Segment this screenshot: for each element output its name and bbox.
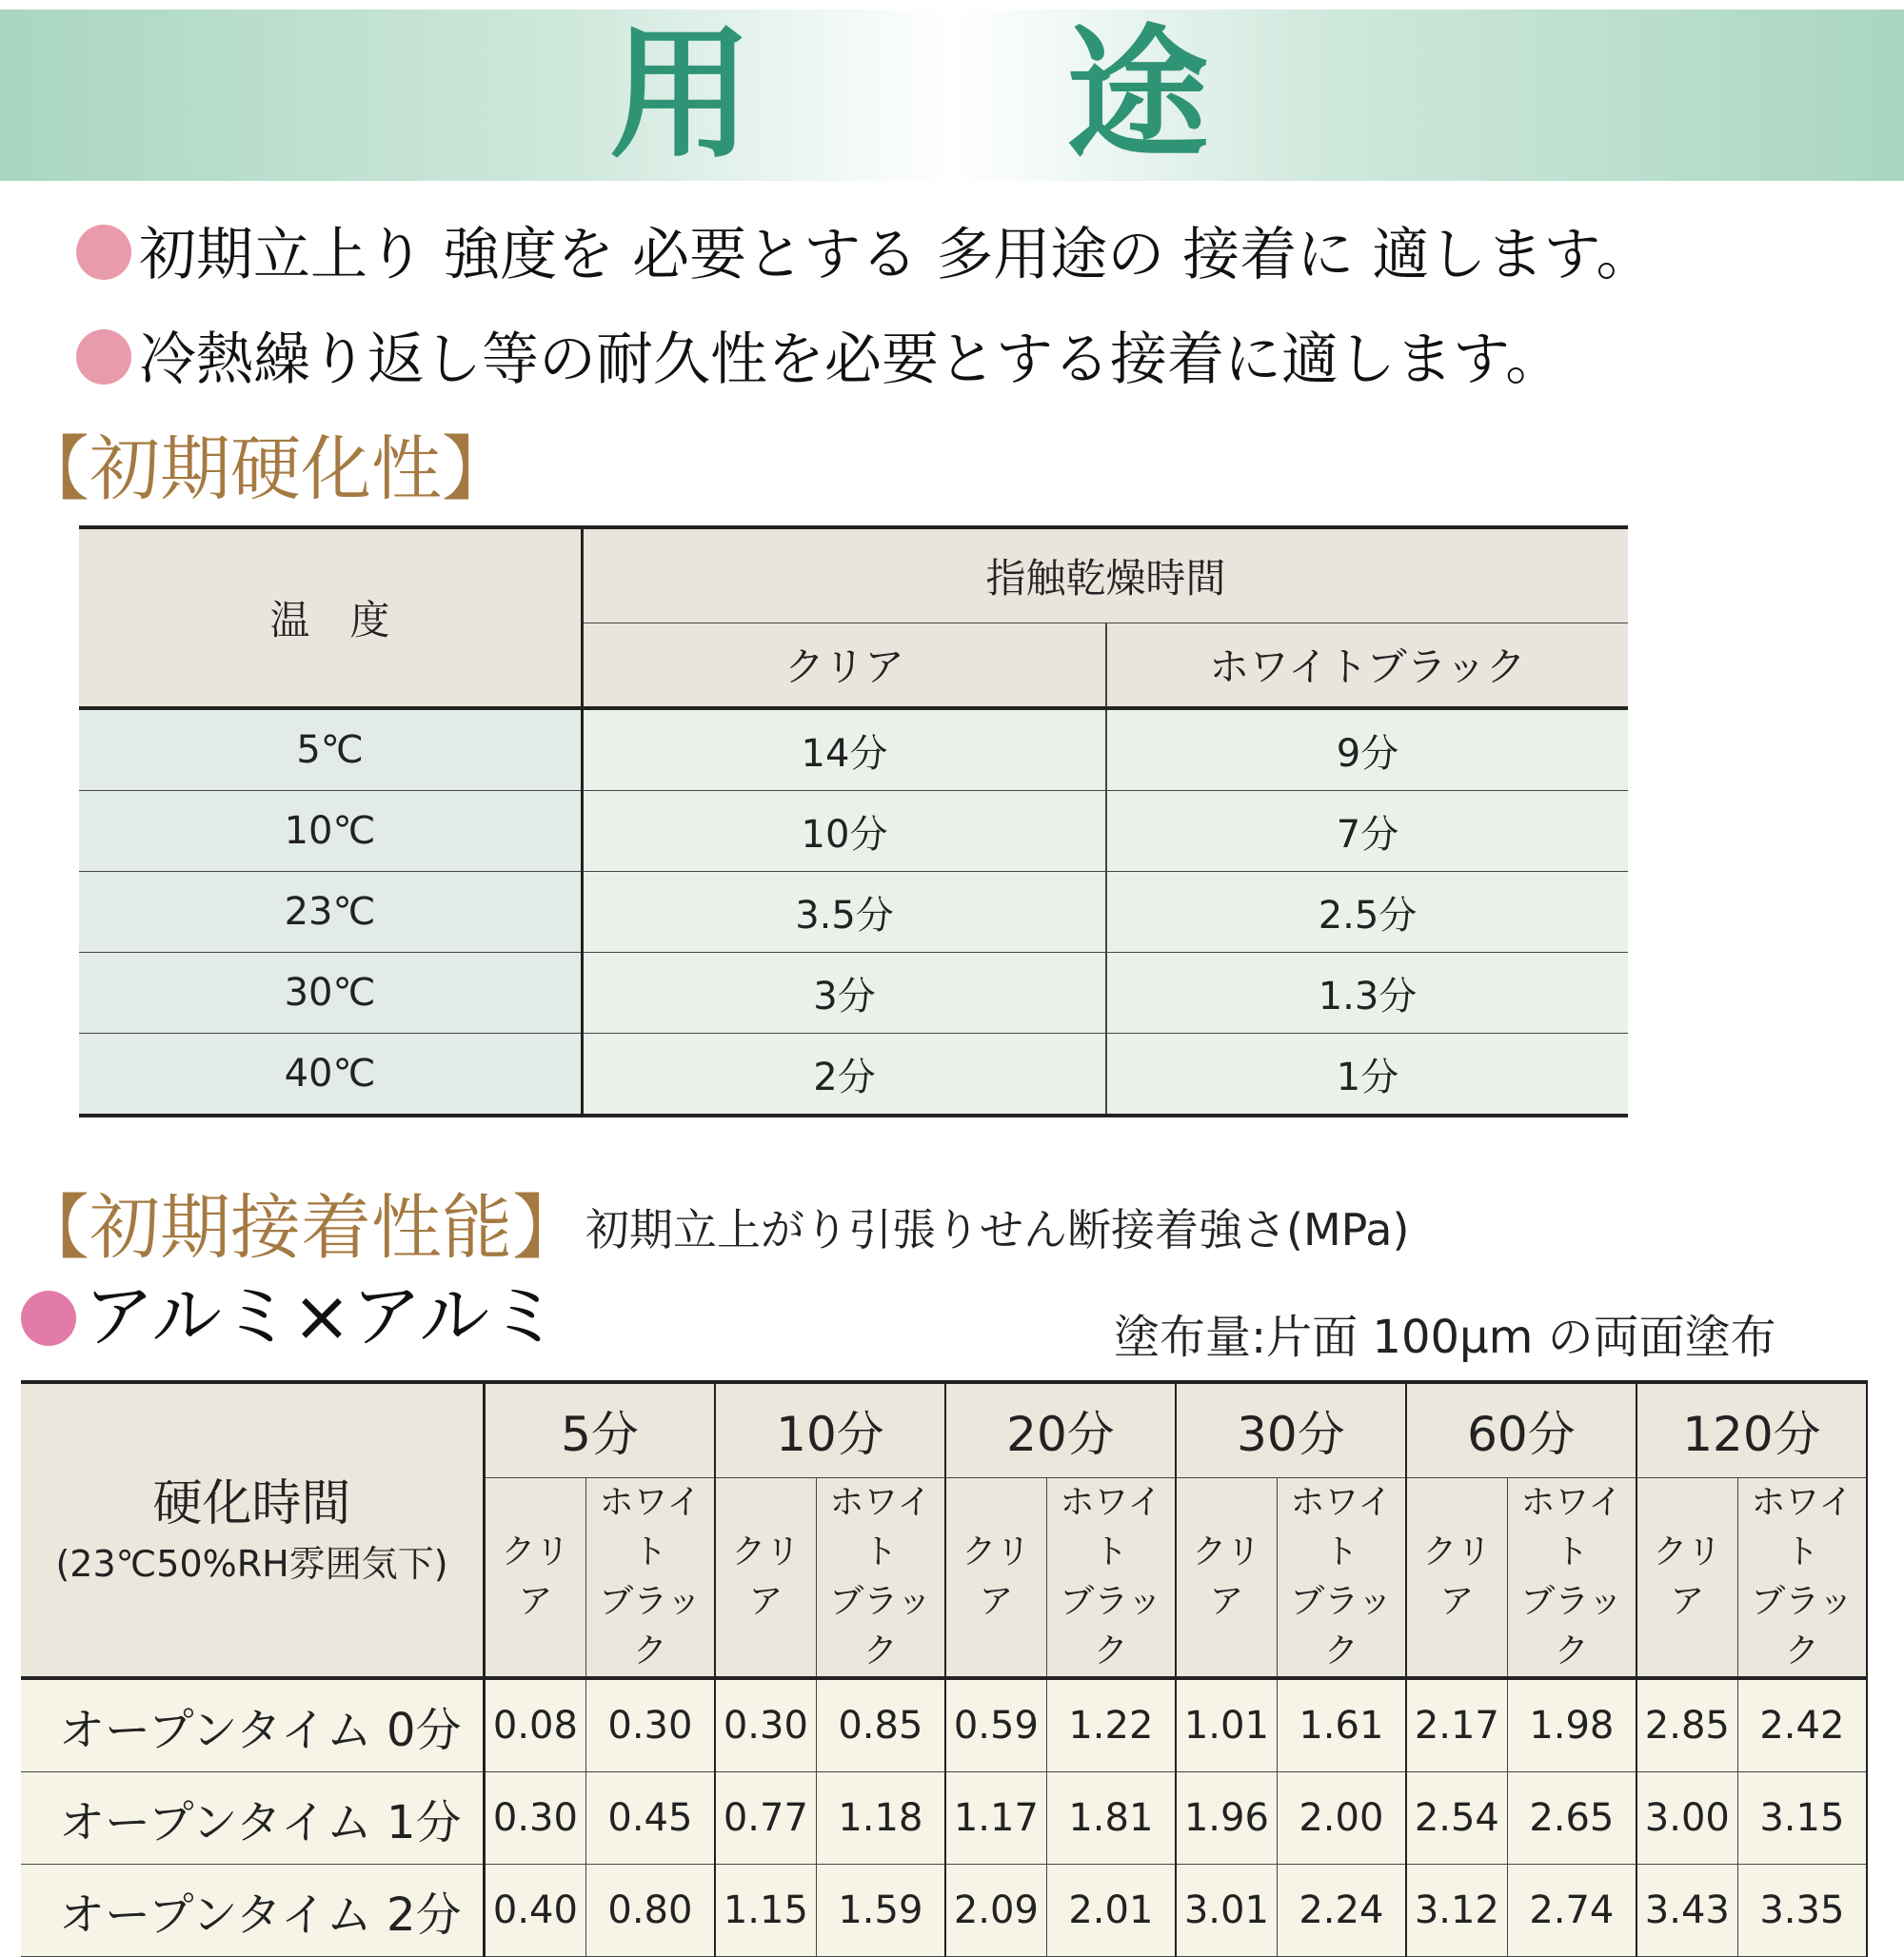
table-row: [79, 1034, 1628, 1117]
strength-value: 0.30: [585, 1678, 715, 1772]
open-time-label: オープンタイム 0分: [21, 1678, 485, 1772]
strength-value: 2.01: [1046, 1865, 1176, 1957]
group-header: 20分: [945, 1382, 1176, 1478]
strength-value: 1.98: [1507, 1678, 1636, 1772]
strength-value: 0.40: [485, 1865, 586, 1957]
strength-value: 3.00: [1636, 1772, 1737, 1865]
adhesion-table: [21, 1380, 1868, 1957]
pink-dot-icon: [76, 225, 131, 280]
clear-cell: 14分: [583, 708, 1107, 791]
open-time-label: オープンタイム 2分: [21, 1865, 485, 1957]
temp-cell: 23℃: [79, 872, 583, 953]
temp-cell: 40℃: [79, 1034, 583, 1117]
strength-value: 1.96: [1176, 1772, 1277, 1865]
sub-header-white-black: ホワイト ブラック: [1737, 1478, 1867, 1679]
coating-note: 塗布量:片面 100μm の両面塗布: [1114, 1311, 1776, 1364]
strength-value: 3.01: [1176, 1865, 1277, 1957]
header-clear: クリア: [583, 623, 1107, 708]
clear-cell: 3.5分: [583, 872, 1107, 953]
strength-value: 1.18: [816, 1772, 945, 1865]
strength-value: 1.61: [1277, 1678, 1406, 1772]
header-white-black: ホワイトブラック: [1106, 623, 1628, 708]
strength-value: 0.08: [485, 1678, 586, 1772]
wb-cell: 7分: [1106, 791, 1628, 872]
sub-header-clear: クリア: [715, 1478, 816, 1679]
strength-value: 2.00: [1277, 1772, 1406, 1865]
strength-value: 1.59: [816, 1865, 945, 1957]
corner-main: 硬化時間: [152, 1474, 351, 1532]
group-header: 60分: [1406, 1382, 1636, 1478]
table-row: [79, 953, 1628, 1034]
table-row: [79, 872, 1628, 953]
strength-value: 2.74: [1507, 1865, 1636, 1957]
table-row: [21, 1678, 1867, 1772]
strength-value: 1.22: [1046, 1678, 1176, 1772]
title-banner: [0, 10, 1904, 181]
header-temperature: 温 度: [79, 527, 583, 708]
strength-value: 3.15: [1737, 1772, 1867, 1865]
strength-value: 1.17: [945, 1772, 1046, 1865]
temp-cell: 10℃: [79, 791, 583, 872]
group-header-row: [21, 1382, 1867, 1478]
sub-header-white-black: ホワイト ブラック: [816, 1478, 945, 1679]
strength-value: 1.01: [1176, 1678, 1277, 1772]
wb-cell: 2.5分: [1106, 872, 1628, 953]
wb-cell: 1分: [1106, 1034, 1628, 1117]
table-row: [79, 708, 1628, 791]
adhesion-section-subtitle: 初期立上がり引張りせん断接着強さ(MPa): [585, 1204, 1410, 1255]
temp-cell: 30℃: [79, 953, 583, 1034]
sub-header-clear: クリア: [945, 1478, 1046, 1679]
strength-value: 2.85: [1636, 1678, 1737, 1772]
material-subhead: [21, 1274, 560, 1359]
bullet-text-2: 冷熱繰り返し等の耐久性を必要とする接着に適します。: [139, 326, 1563, 393]
strength-value: 3.43: [1636, 1865, 1737, 1957]
clear-cell: 3分: [583, 953, 1107, 1034]
strength-value: 1.15: [715, 1865, 816, 1957]
strength-value: 2.09: [945, 1865, 1046, 1957]
strength-value: 2.65: [1507, 1772, 1636, 1865]
sub-header-white-black: ホワイト ブラック: [1277, 1478, 1406, 1679]
strength-value: 0.77: [715, 1772, 816, 1865]
page-title: 用 途: [608, 12, 1295, 178]
strength-value: 3.12: [1406, 1865, 1507, 1957]
group-header: 5分: [485, 1382, 715, 1478]
sub-header-clear: クリア: [1636, 1478, 1737, 1679]
wb-cell: 9分: [1106, 708, 1628, 791]
strength-value: 0.30: [485, 1772, 586, 1865]
pink-dot-icon: [21, 1291, 76, 1346]
wb-cell: 1.3分: [1106, 953, 1628, 1034]
open-time-label: オープンタイム 1分: [21, 1772, 485, 1865]
strength-value: 2.54: [1406, 1772, 1507, 1865]
strength-value: 2.24: [1277, 1865, 1406, 1957]
strength-value: 0.30: [715, 1678, 816, 1772]
strength-value: 0.85: [816, 1678, 945, 1772]
curing-table: [79, 525, 1628, 1117]
sub-header-clear: クリア: [1176, 1478, 1277, 1679]
pink-dot-icon: [76, 329, 131, 385]
strength-value: 0.59: [945, 1678, 1046, 1772]
strength-value: 0.80: [585, 1865, 715, 1957]
group-header: 120分: [1636, 1382, 1867, 1478]
sub-header-white-black: ホワイト ブラック: [585, 1478, 715, 1679]
temp-cell: 5℃: [79, 708, 583, 791]
table-row: [21, 1865, 1867, 1957]
strength-value: 2.42: [1737, 1678, 1867, 1772]
strength-value: 2.17: [1406, 1678, 1507, 1772]
sub-header-white-black: ホワイト ブラック: [1507, 1478, 1636, 1679]
sub-header-clear: クリア: [1406, 1478, 1507, 1679]
sub-header-white-black: ホワイト ブラック: [1046, 1478, 1176, 1679]
header-cure-time: [21, 1382, 485, 1678]
curing-section-title: 【初期硬化性】: [19, 428, 512, 510]
material-subhead-text: アルミ×アルミ: [84, 1275, 561, 1357]
strength-value: 0.45: [585, 1772, 715, 1865]
corner-sub: (23℃50%RH雰囲気下): [55, 1542, 448, 1585]
group-header: 30分: [1176, 1382, 1406, 1478]
strength-value: 1.81: [1046, 1772, 1176, 1865]
adhesion-section-title: 【初期接着性能】: [19, 1187, 583, 1269]
bullet-text-1: 初期立上り 強度を 必要とする 多用途の 接着に 適します。: [139, 222, 1654, 288]
header-touch-dry-time: 指触乾燥時間: [583, 527, 1629, 623]
bullet-item-2: [76, 322, 1562, 398]
table-row: [21, 1772, 1867, 1865]
clear-cell: 2分: [583, 1034, 1107, 1117]
clear-cell: 10分: [583, 791, 1107, 872]
group-header: 10分: [715, 1382, 945, 1478]
bullet-item-1: [76, 217, 1654, 293]
sub-header-clear: クリア: [485, 1478, 586, 1679]
strength-value: 3.35: [1737, 1865, 1867, 1957]
table-row: [79, 791, 1628, 872]
